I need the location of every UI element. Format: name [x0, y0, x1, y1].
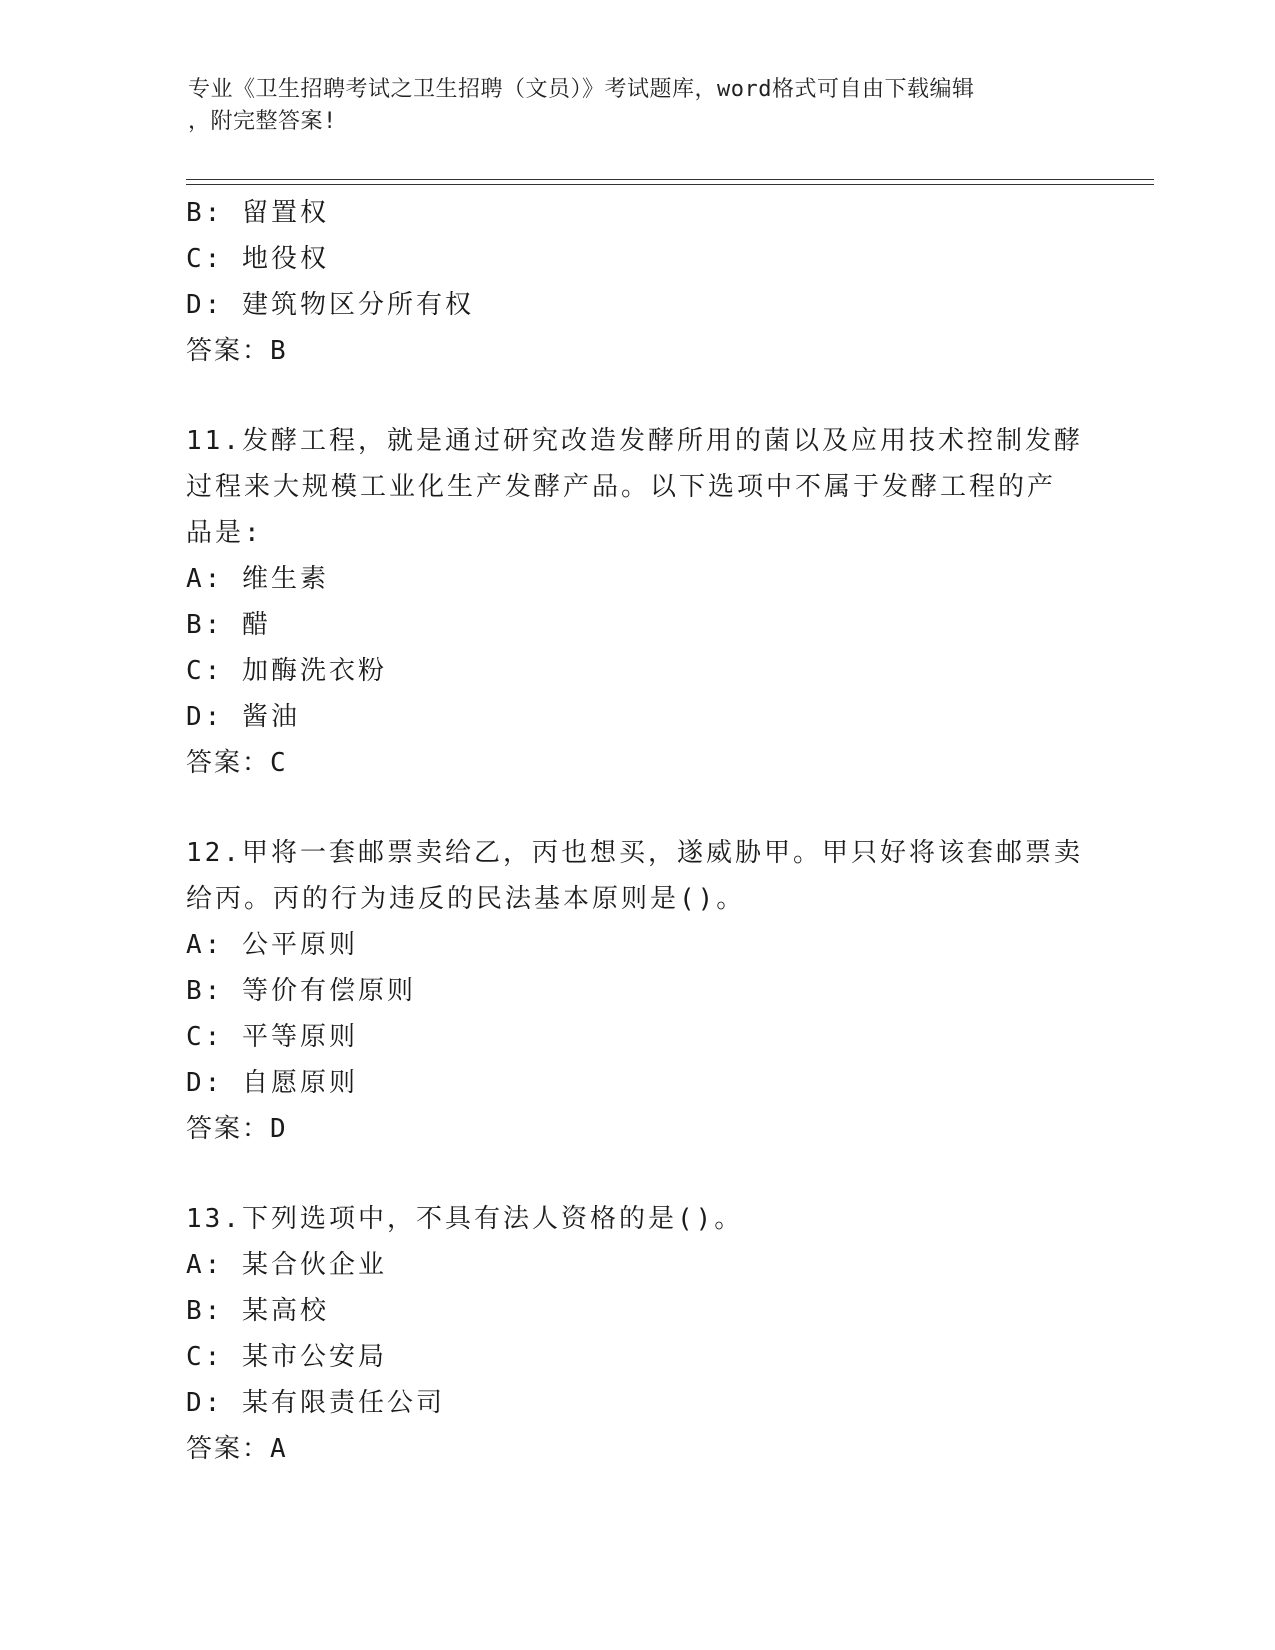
option-c: C: 平等原则 — [186, 1022, 358, 1052]
option-d: D: 某有限责任公司 — [186, 1388, 445, 1418]
option-a: A: 某合伙企业 — [186, 1250, 387, 1280]
answer: 答案：B — [186, 336, 288, 366]
option-d: D: 酱油 — [186, 702, 300, 732]
answer: 答案：D — [186, 1114, 288, 1144]
question-12 — [186, 830, 1086, 1152]
option-d: D: 建筑物区分所有权 — [186, 290, 474, 320]
question-text-line: 13.下列选项中，不具有法人资格的是()。 — [186, 1204, 744, 1234]
option-a: A: 公平原则 — [186, 930, 358, 960]
option-c: C: 某市公安局 — [186, 1342, 387, 1372]
document-header — [188, 74, 1068, 138]
option-c: C: 地役权 — [186, 244, 329, 274]
question-11 — [186, 418, 1086, 786]
option-c: C: 加酶洗衣粉 — [186, 656, 387, 686]
question-text-line: 过程来大规模工业化生产发酵产品。以下选项中不属于发酵工程的产 — [186, 472, 1057, 502]
option-b: B: 醋 — [186, 610, 271, 640]
question-13 — [186, 1196, 1086, 1472]
option-d: D: 自愿原则 — [186, 1068, 358, 1098]
question-text-line: 给丙。丙的行为违反的民法基本原则是()。 — [186, 884, 746, 914]
header-line-2: ，附完整答案! — [188, 109, 337, 134]
header-line-1: 专业《卫生招聘考试之卫生招聘（文员）》考试题库，word格式可自由下载编辑 — [188, 77, 975, 102]
spacer — [186, 786, 1086, 830]
spacer — [186, 1152, 1086, 1196]
question-text-line: 品是: — [186, 518, 263, 548]
header-divider-top — [186, 179, 1154, 180]
question-text-line: 12.甲将一套邮票卖给乙，丙也想买，遂威胁甲。甲只好将该套邮票卖 — [186, 838, 1083, 868]
question-text-line: 11.发酵工程，就是通过研究改造发酵所用的菌以及应用技术控制发酵 — [186, 426, 1083, 456]
option-b: B: 某高校 — [186, 1296, 329, 1326]
answer: 答案：C — [186, 748, 288, 778]
option-b: B: 等价有偿原则 — [186, 976, 416, 1006]
option-a: A: 维生素 — [186, 564, 329, 594]
option-b: B: 留置权 — [186, 198, 329, 228]
answer: 答案：A — [186, 1434, 288, 1464]
question-list — [186, 190, 1086, 1472]
question-10 — [186, 190, 1086, 374]
spacer — [186, 374, 1086, 418]
header-divider-bottom — [186, 184, 1154, 185]
